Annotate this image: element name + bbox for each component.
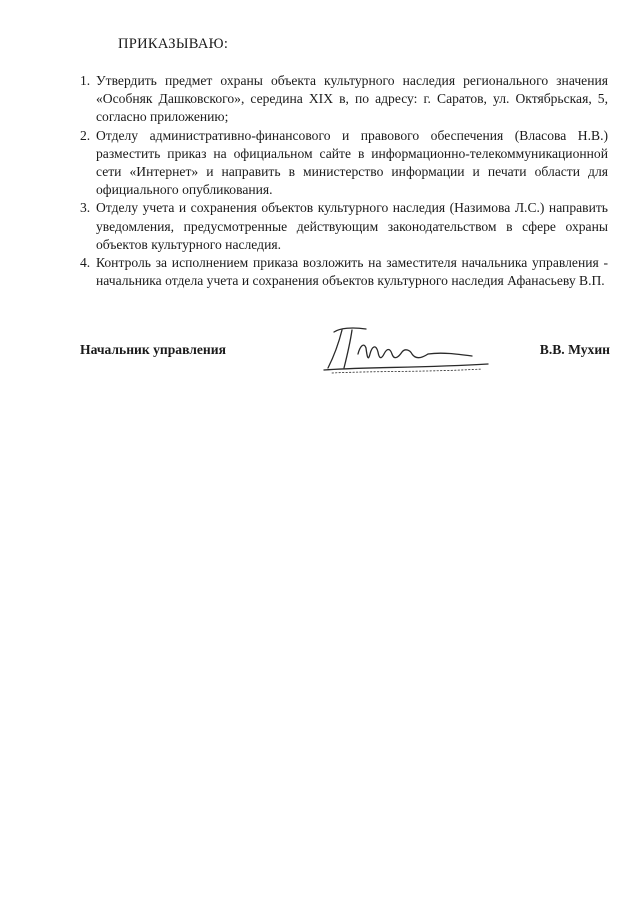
order-item-text: Утвердить предмет охраны объекта культурного наследия регионального значения «Особняк Дашковского», середина XIX в, по адресу: г. Саратов, ул. Октябрьская, 5, согласно приложению;	[96, 73, 608, 125]
order-item-number: 1.	[80, 73, 91, 88]
signatory-name: В.В. Мухин	[539, 342, 610, 357]
order-item-2	[80, 127, 608, 200]
order-item-1	[80, 72, 608, 127]
signature-block	[80, 338, 610, 378]
order-item-number: 2.	[80, 127, 91, 143]
order-item-text: Отделу учета и сохранения объектов культурного наследия (Назимова Л.С.) направить уведомления, предусмотренные действующим законодательством в сфере охраны объектов культурного наследия.	[96, 200, 608, 252]
order-item-number: 3.	[80, 200, 91, 216]
signatory-title: Начальник управления	[80, 342, 226, 357]
order-item-4	[80, 254, 608, 290]
order-item-number: 4.	[80, 255, 91, 271]
order-heading: ПРИКАЗЫВАЮ:	[118, 36, 229, 52]
order-item-text: Отделу административно-финансового и правового обеспечения (Власова Н.В.) разместить приказ на официальном сайте в информационно-телекоммуникационной сети «Интернет» и направить в министерство информации и печати области для официального опубликования.	[96, 127, 608, 198]
order-item-3	[80, 199, 608, 254]
order-item-text: Контроль за исполнением приказа возложить на заместителя начальника управления - начальника отдела учета и сохранения объектов культурного наследия Афанасьеву В.П.	[96, 255, 608, 289]
order-list	[80, 72, 608, 290]
handwritten-signature-icon	[312, 324, 502, 376]
